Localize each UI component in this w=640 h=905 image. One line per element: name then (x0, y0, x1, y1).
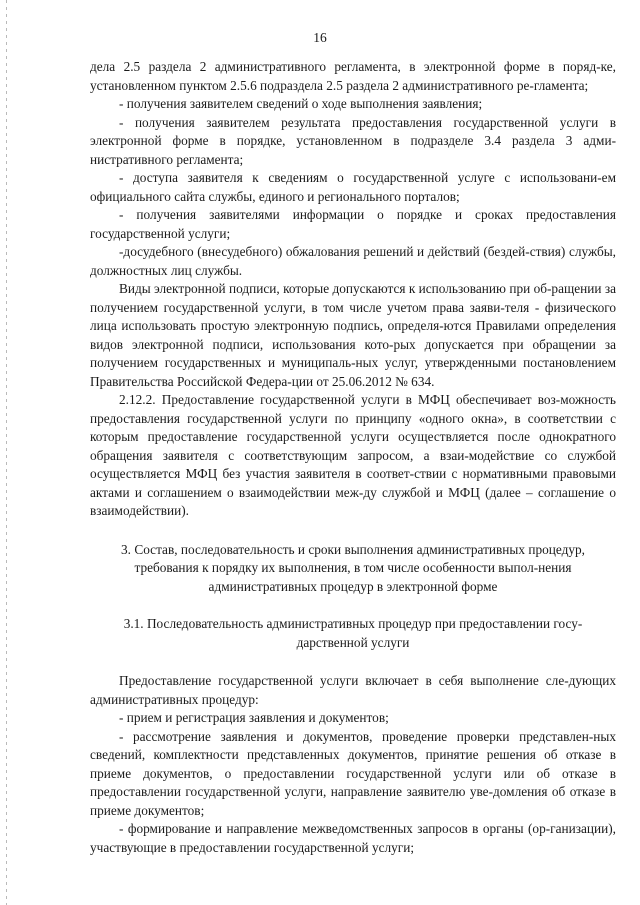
spacer (90, 652, 616, 672)
list-item: - доступа заявителя к сведениям о государственной услуге с использовани-ем официального сайта службы, единого и регионального порталов; (90, 170, 616, 204)
spacer (90, 596, 616, 615)
document-body (90, 58, 616, 857)
subsection-heading: 3.1. Последовательность административных процедур при предоставлении госу-дарственной услуги (123, 616, 583, 650)
section-heading: 3. Состав, последовательность и сроки выполнения административных процедур, требования к порядку их выполнения, в том числе особенности выпол-нения административных процедур в электронной форме (121, 541, 585, 594)
scan-edge-line (6, 0, 7, 905)
paragraph-2-12-2: 2.12.2. Предоставление государственной услуги в МФЦ обеспечивает воз-можность предоставления государственной услуги по принципу «одного окна», в соответствии с которым предоставление государственной услуги осуществляется после однократного обращения заявителя с соответствующим запросом, а взаи-модействие со службой осуществляется МФЦ без участия заявителя в соответ-ствии с нормативными правовыми актами и соглашением о взаимодействии меж-ду службой и МФЦ (далее – соглашение о взаимодействии). (90, 392, 616, 518)
page-number: 16 (313, 30, 327, 45)
list-item: -досудебного (внесудебного) обжалования решений и действий (бездей-ствия) службы, должностных лиц службы. (90, 244, 616, 278)
paragraph-continuation: дела 2.5 раздела 2 административного регламента, в электронной форме в поряд-ке, установленном пунктом 2.5.6 подраздела 2.5 раздела 2 административного ре-гламента; (90, 59, 616, 93)
list-item: - прием и регистрация заявления и документов; (119, 710, 389, 725)
paragraph-signatures: Виды электронной подписи, которые допускаются к использованию при об-ращении за получением государственной услуги, в том числе учетом права заяви-теля - физического лица использовать простую электронную подпись, определя-ются Правилами определения видов электронной подписи, использования кото-рых допускается при обращении за получением государственных и муниципаль-ных услуг, утвержденными постановлением Правительства Российской Федера-ции от 25.06.2012 № 634. (90, 281, 616, 389)
spacer (90, 521, 616, 541)
list-item: - формирование и направление межведомственных запросов в органы (ор-ганизации), участвующие в предоставлении государственной услуги; (90, 821, 616, 855)
list-item: - получения заявителями информации о порядке и сроках предоставления государственной услуги; (90, 207, 616, 241)
list-item: - получения заявителем сведений о ходе выполнения заявления; (119, 96, 483, 111)
paragraph-procedures-intro: Предоставление государственной услуги включает в себя выполнение сле-дующих административных процедур: (90, 673, 616, 707)
list-item: - рассмотрение заявления и документов, проведение проверки представлен-ных сведений, комплектности представленных документов, принятие решения об отказе в приеме документов, о предоставлении государственной услуги или об отказе в предоставлении государственной услуги, направление заявителю уве-домления об отказе в приеме документов; (90, 728, 616, 818)
list-item: - получения заявителем результата предоставления государственной услуги в электронной форме в порядке, установленном в подразделе 3.4 раздела 3 адми-нистративного регламента; (90, 114, 616, 167)
